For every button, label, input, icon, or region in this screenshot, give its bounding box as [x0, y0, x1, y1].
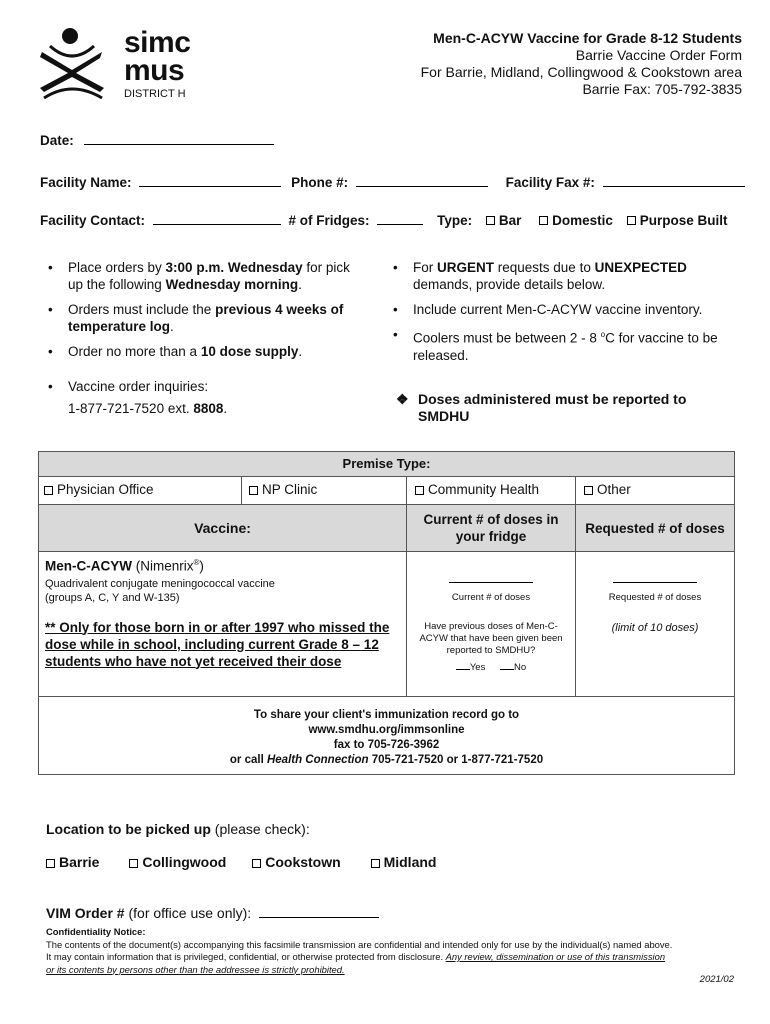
list-item: • For URGENT requests due to UNEXPECTED demands, provide details below.	[391, 259, 721, 293]
fridges-field[interactable]	[377, 210, 423, 225]
premise-community-health[interactable]: Community Health	[415, 482, 539, 497]
pickup-collingwood[interactable]: Collingwood	[129, 854, 226, 870]
form-fax: Barrie Fax: 705-792-3835	[582, 81, 742, 97]
vim-order-field[interactable]	[259, 903, 379, 918]
checkbox-icon	[129, 859, 138, 868]
checkbox-icon	[415, 486, 424, 495]
checkbox-icon	[486, 216, 495, 225]
requested-doses-col-header: Requested # of doses	[576, 505, 734, 551]
requested-doses-cell: Requested # of doses (limit of 10 doses)	[576, 558, 734, 634]
current-doses-field[interactable]	[449, 568, 533, 583]
fridges-label: # of Fridges:	[288, 213, 370, 228]
type-label: Type:	[437, 213, 473, 228]
vaccine-desc-1: Quadrivalent conjugate meningococcal vaccine	[45, 577, 275, 590]
logo-text-2: mus	[124, 54, 185, 87]
facility-contact-label: Facility Contact:	[40, 213, 146, 228]
checkbox-icon	[252, 859, 261, 868]
vaccine-col-header: Vaccine:	[39, 505, 406, 551]
form-title: Men-C-ACYW Vaccine for Grade 8-12 Students	[433, 30, 742, 46]
form-subtitle: Barrie Vaccine Order Form	[575, 47, 742, 63]
list-item: • Place orders by 3:00 p.m. Wednesday for pick up the following Wednesday morning.	[46, 259, 368, 293]
facility-fax-field[interactable]	[603, 172, 745, 187]
facility-name-field[interactable]	[139, 172, 281, 187]
facility-fax-label: Facility Fax #:	[505, 175, 595, 190]
vim-row: VIM Order # (for office use only):	[46, 903, 379, 921]
pickup-label: Location to be picked up (please check):	[46, 821, 310, 837]
confidentiality-notice: Confidentiality Notice: The contents of the document(s) accompanying this facsimile transmission are confidential and intended only for use by the individual(s) named above. It may contain information that is privileged, confidential, or otherwise protected from disclosure. Any review, dissemination or use of this transmission or its contents by persons other than the addressee is strictly prohibited.	[46, 926, 673, 975]
facility-contact-field[interactable]	[153, 210, 281, 225]
no-field[interactable]	[500, 659, 514, 670]
instructions-left	[46, 259, 368, 428]
date-label: Date:	[40, 133, 74, 148]
form-area: For Barrie, Midland, Collingwood & Cookstown area	[420, 64, 742, 80]
list-item: • Orders must include the previous 4 weeks of temperature log.	[46, 301, 368, 335]
phone-label: Phone #:	[291, 175, 349, 190]
pickup-cookstown[interactable]: Cookstown	[252, 854, 340, 870]
header	[421, 30, 742, 98]
checkbox-icon	[249, 486, 258, 495]
type-option-purpose-built[interactable]: Purpose Built	[627, 213, 728, 228]
list-item: • Include current Men-C-ACYW vaccine inventory.	[391, 301, 721, 318]
list-item: • Order no more than a 10 dose supply.	[46, 343, 368, 360]
type-option-bar[interactable]: Bar	[486, 213, 522, 228]
premise-other[interactable]: Other	[584, 482, 631, 497]
checkbox-icon	[627, 216, 636, 225]
yes-field[interactable]	[456, 659, 470, 670]
premise-np-clinic[interactable]: NP Clinic	[249, 482, 317, 497]
vaccine-name: Men-C-ACYW	[45, 558, 132, 574]
pickup-options	[46, 854, 436, 870]
premise-physician-office[interactable]: Physician Office	[44, 482, 154, 497]
form-version: 2021/02	[699, 974, 734, 985]
doses-note: ❖ Doses administered must be reported to SMDHU	[396, 391, 687, 424]
checkbox-icon	[46, 859, 55, 868]
checkbox-icon	[539, 216, 548, 225]
phone-field[interactable]	[356, 172, 488, 187]
previous-doses-question: Have previous doses of Men-C-ACYW that have been given been reported to SMDHU?	[419, 621, 563, 656]
dose-limit: (limit of 10 doses)	[611, 622, 699, 634]
vaccine-info: Men-C-ACYW (Nimenrix®) Quadrivalent conjugate meningococcal vaccine (groups A, C, Y and W-135) ** Only for those born in or after 1997 who missed the dose while in school, including current Grade 8 – 12 students who have not yet received their dose	[45, 558, 400, 670]
checkbox-icon	[584, 486, 593, 495]
facility-name-label: Facility Name:	[40, 175, 132, 190]
checkbox-icon	[44, 486, 53, 495]
order-table	[38, 451, 735, 775]
date-row	[40, 130, 274, 148]
requested-doses-field[interactable]	[613, 568, 697, 583]
pickup-midland[interactable]: Midland	[371, 854, 437, 870]
pickup-barrie[interactable]: Barrie	[46, 854, 99, 870]
vaccine-eligibility-note: ** Only for those born in or after 1997 who missed the dose while in school, including current Grade 8 – 12 students who have not yet received their dose	[45, 619, 390, 669]
imms-online-link[interactable]: www.smdhu.org/immsonline	[308, 724, 465, 736]
logo-text-1: simc	[124, 26, 191, 59]
logo-mark-icon	[36, 26, 108, 102]
logo	[36, 26, 196, 102]
date-field[interactable]	[84, 130, 274, 145]
type-option-domestic[interactable]: Domestic	[539, 213, 613, 228]
diamond-bullet-icon: ❖	[396, 391, 409, 407]
premise-type-header: Premise Type:	[39, 452, 734, 476]
current-doses-cell: Current # of doses Have previous doses of Men-C-ACYW that have been given been reported to SMDHU? Yes No	[407, 558, 575, 674]
facility-row	[40, 172, 745, 190]
vaccine-desc-2: (groups A, C, Y and W-135)	[45, 591, 180, 604]
share-record-info: To share your client's immunization record go to www.smdhu.org/immsonline fax to 705-726-3962 or call Health Connection 705-721-7520 or 1-877-721-7520	[39, 708, 734, 768]
checkbox-icon	[371, 859, 380, 868]
logo-text-3: DISTRICT H	[124, 88, 186, 100]
current-doses-col-header: Current # of doses in your fridge	[407, 505, 575, 551]
list-item: • Vaccine order inquiries: 1-877-721-7520 ext. 8808.	[46, 376, 368, 420]
contact-row	[40, 210, 727, 228]
instructions-right	[391, 259, 721, 372]
yes-no-row: Yes No	[407, 659, 575, 674]
list-item: • Coolers must be between 2 - 8 $^o$C for vaccine to be released.	[391, 326, 721, 364]
